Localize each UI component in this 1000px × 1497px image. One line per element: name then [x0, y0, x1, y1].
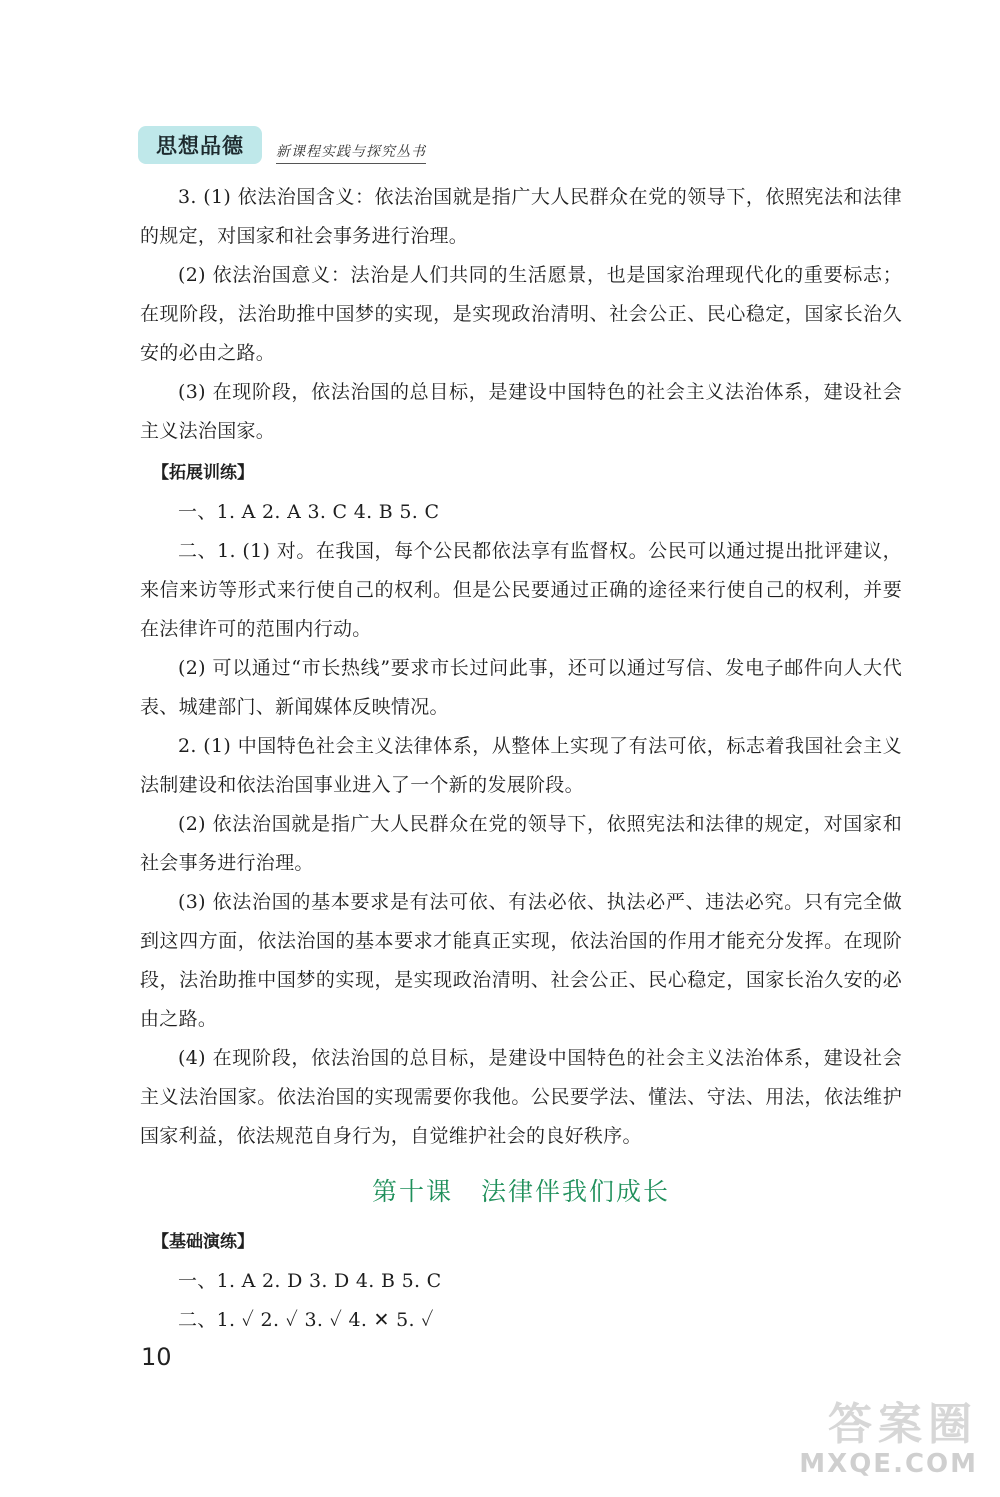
paragraph: (3) 依法治国的基本要求是有法可依、有法必依、执法必严、违法必究。只有完全做到这四方面，依法治国的基本要求才能真正实现，依法治国的作用才能充分发挥。在现阶段，法治助推中国梦的实现，是实现政治清明、社会公正、民心稳定，国家长治久安的必由之路。	[140, 891, 902, 1030]
paragraph: 一、1. A 2. A 3. C 4. B 5. C	[178, 501, 440, 523]
watermark-url: MXQE.COM	[799, 1449, 978, 1479]
paragraph: (2) 可以通过“市长热线”要求市长过问此事，还可以通过写信、发电子邮件向人大代表、城建部门、新闻媒体反映情况。	[140, 657, 902, 718]
lesson-number: 第十课	[371, 1177, 453, 1206]
paragraph: 一、1. A 2. D 3. D 4. B 5. C	[178, 1270, 442, 1292]
lesson-title	[140, 1170, 902, 1214]
subject-badge: 思想品德	[138, 126, 262, 164]
paragraph: 3. (1) 依法治国含义：依法治国就是指广大人民群众在党的领导下，依照宪法和法律的规定，对国家和社会事务进行治理。	[140, 186, 902, 247]
paragraph: 二、1. ✓ 2. ✓ 3. ✓ 4. ✕ 5. ✓	[178, 1309, 434, 1331]
page-header	[138, 126, 426, 164]
watermark-text: 答案圈	[828, 1399, 978, 1450]
lesson-name: 法律伴我们成长	[481, 1177, 671, 1206]
paragraph: (3) 在现阶段，依法治国的总目标，是建设中国特色的社会主义法治体系，建设社会主义法治国家。	[140, 381, 902, 442]
series-title: 新课程实践与探究丛书	[276, 141, 426, 164]
paragraph: 2. (1) 中国特色社会主义法律体系，从整体上实现了有法可依，标志着我国社会主义法制建设和依法治国事业进入了一个新的发展阶段。	[140, 735, 902, 796]
paragraph: 二、1. (1) 对。在我国，每个公民都依法享有监督权。公民可以通过提出批评建议，来信来访等形式来行使自己的权利。但是公民要通过正确的途径来行使自己的权利，并要在法律许可的范围内行动。	[140, 540, 902, 640]
page-number: 10	[141, 1343, 172, 1371]
section-heading-basic: 【基础演练】	[152, 1232, 254, 1252]
answer-content	[140, 178, 902, 1340]
paragraph: (4) 在现阶段，依法治国的总目标，是建设中国特色的社会主义法治体系，建设社会主义法治国家。依法治国的实现需要你我他。公民要学法、懂法、守法、用法，依法维护国家利益，依法规范自身行为，自觉维护社会的良好秩序。	[140, 1047, 902, 1147]
watermark-logo	[799, 1401, 978, 1479]
section-heading-extension: 【拓展训练】	[152, 463, 254, 483]
paragraph: (2) 依法治国就是指广大人民群众在党的领导下，依照宪法和法律的规定，对国家和社会事务进行治理。	[140, 813, 902, 874]
paragraph: (2) 依法治国意义：法治是人们共同的生活愿景，也是国家治理现代化的重要标志；在现阶段，法治助推中国梦的实现，是实现政治清明、社会公正、民心稳定，国家长治久安的必由之路。	[140, 264, 902, 364]
